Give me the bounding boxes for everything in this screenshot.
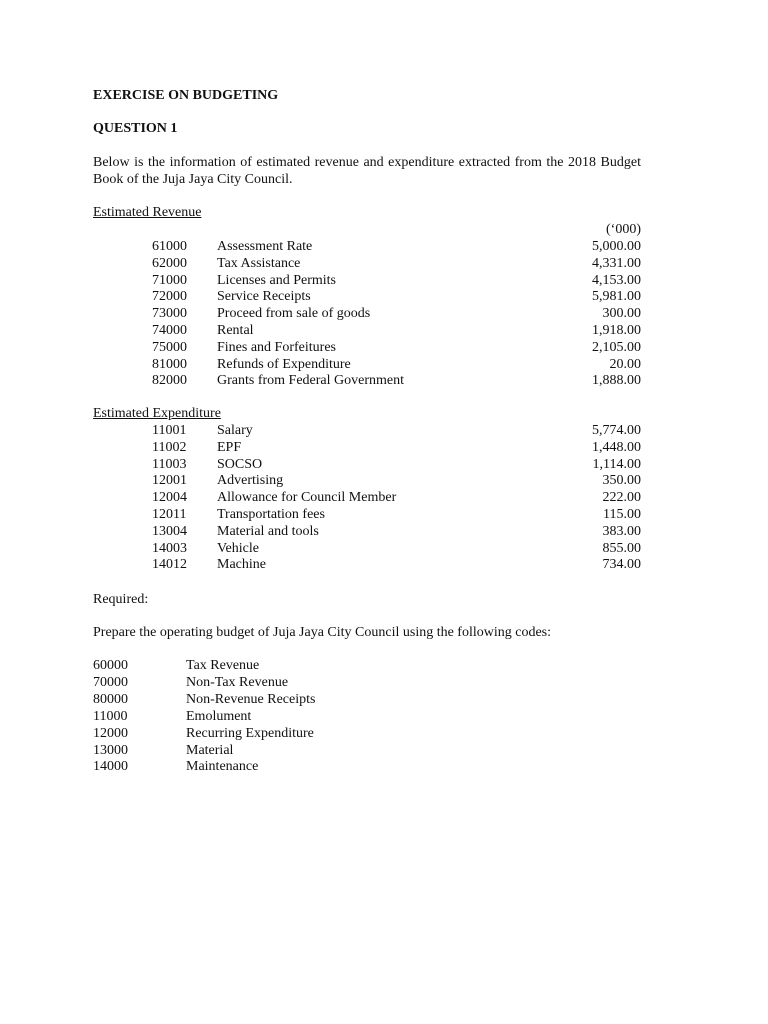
item-code: 13004	[152, 523, 187, 539]
item-amount: 1,918.00	[592, 323, 641, 338]
item-description: EPF	[217, 439, 242, 455]
item-code: 74000	[152, 323, 187, 338]
item-description: Tax Assistance	[217, 255, 301, 271]
item-description: SOCSO	[217, 456, 263, 472]
item-code: 60000	[93, 658, 128, 673]
table-row	[0, 440, 768, 457]
required-label: Required:	[93, 592, 149, 607]
revenue-heading: Estimated Revenue	[93, 205, 202, 220]
table-row	[0, 759, 768, 776]
item-description: Vehicle	[217, 540, 259, 556]
table-row	[0, 473, 768, 490]
item-amount: 2,105.00	[592, 339, 641, 355]
item-amount: 734.00	[602, 557, 641, 573]
instruction-text: Prepare the operating budget of Juja Jaya City Council using the following codes:	[93, 625, 552, 640]
item-amount: 222.00	[602, 490, 641, 506]
item-amount: 1,114.00	[592, 456, 641, 472]
item-description: Non-Tax Revenue	[186, 674, 289, 690]
item-code: 81000	[152, 356, 187, 372]
item-code: 80000	[93, 691, 128, 707]
item-code: 72000	[152, 289, 187, 305]
item-code: 11002	[152, 439, 187, 455]
table-row	[0, 541, 768, 558]
table-row	[0, 524, 768, 541]
item-description: Licenses and Permits	[217, 272, 336, 288]
table-row	[0, 340, 768, 357]
expenditure-heading: Estimated Expenditure	[93, 406, 221, 421]
table-row	[0, 557, 768, 574]
item-code: 82000	[152, 373, 187, 389]
item-code: 13000	[93, 742, 128, 758]
item-description: Material	[186, 742, 234, 758]
item-amount: 5,000.00	[592, 239, 641, 254]
item-code: 62000	[152, 255, 187, 271]
item-description: Salary	[217, 423, 253, 438]
item-description: Maintenance	[186, 759, 259, 775]
table-row	[0, 743, 768, 760]
document-title: EXERCISE ON BUDGETING	[93, 88, 279, 103]
item-amount: 350.00	[602, 473, 641, 489]
revenue-unit-label: (‘000)	[606, 222, 641, 237]
table-row	[0, 507, 768, 524]
table-row	[0, 490, 768, 507]
table-row	[0, 423, 768, 440]
item-description: Rental	[217, 323, 254, 338]
table-row	[0, 323, 768, 340]
table-row	[0, 692, 768, 709]
item-amount: 855.00	[602, 540, 641, 556]
item-description: Machine	[217, 557, 266, 573]
item-description: Transportation fees	[217, 507, 325, 522]
item-amount: 4,331.00	[592, 255, 641, 271]
item-description: Non-Revenue Receipts	[186, 691, 316, 707]
table-row	[0, 373, 768, 390]
item-description: Grants from Federal Government	[217, 373, 404, 389]
item-description: Emolument	[186, 708, 252, 724]
table-row	[0, 306, 768, 323]
intro-paragraph: Below is the information of estimated revenue and expenditure extracted from the 2018 Budget Book of the Juja Jaya City Council.	[93, 155, 641, 187]
item-code: 61000	[152, 239, 187, 254]
table-row	[0, 256, 768, 273]
item-code: 73000	[152, 306, 187, 322]
table-row	[0, 658, 768, 675]
item-amount: 383.00	[602, 523, 641, 539]
item-description: Recurring Expenditure	[186, 725, 314, 741]
item-code: 14012	[152, 557, 187, 573]
item-description: Fines and Forfeitures	[217, 339, 336, 355]
item-code: 12001	[152, 473, 187, 489]
item-description: Allowance for Council Member	[217, 490, 397, 506]
item-code: 11003	[152, 456, 187, 472]
item-description: Assessment Rate	[217, 239, 313, 254]
item-amount: 300.00	[602, 306, 641, 322]
item-description: Refunds of Expenditure	[217, 356, 351, 372]
item-code: 11001	[152, 423, 187, 438]
table-row	[0, 289, 768, 306]
item-amount: 5,981.00	[592, 289, 641, 305]
question-heading: QUESTION 1	[93, 121, 178, 136]
table-row	[0, 239, 768, 256]
item-amount: 115.00	[603, 507, 641, 522]
item-description: Proceed from sale of goods	[217, 306, 371, 322]
item-amount: 1,888.00	[592, 373, 641, 389]
item-code: 14003	[152, 540, 187, 556]
table-row	[0, 675, 768, 692]
table-row	[0, 457, 768, 474]
item-amount: 20.00	[609, 356, 641, 372]
table-row	[0, 357, 768, 374]
item-code: 11000	[93, 708, 128, 724]
item-code: 71000	[152, 272, 187, 288]
item-description: Material and tools	[217, 523, 319, 539]
item-amount: 5,774.00	[592, 423, 641, 438]
item-amount: 4,153.00	[592, 272, 641, 288]
item-code: 75000	[152, 339, 187, 355]
item-code: 12000	[93, 725, 128, 741]
item-code: 12011	[152, 507, 187, 522]
item-code: 70000	[93, 674, 128, 690]
table-row	[0, 273, 768, 290]
item-code: 12004	[152, 490, 187, 506]
item-description: Service Receipts	[217, 289, 311, 305]
table-row	[0, 709, 768, 726]
item-code: 14000	[93, 759, 128, 775]
item-amount: 1,448.00	[592, 439, 641, 455]
table-row	[0, 726, 768, 743]
item-description: Advertising	[217, 473, 284, 489]
item-description: Tax Revenue	[186, 658, 260, 673]
